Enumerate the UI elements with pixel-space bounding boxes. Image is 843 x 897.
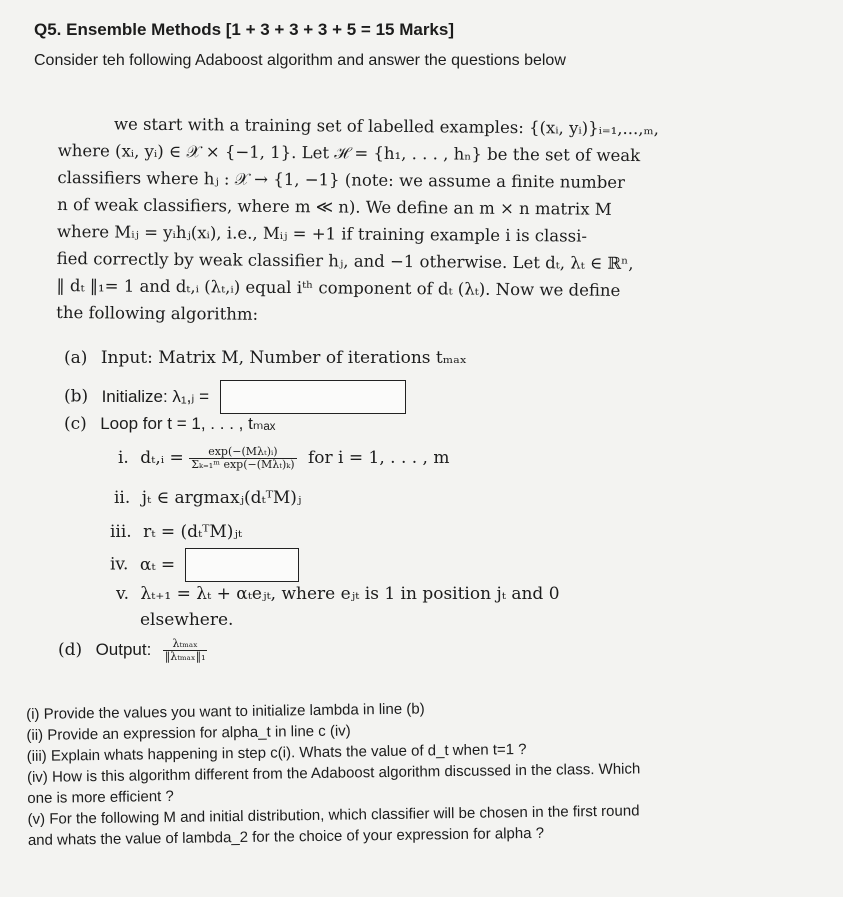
fraction-numerator: exp(−(Mλₜ)ᵢ) bbox=[189, 446, 296, 459]
substep-label: i. bbox=[118, 448, 129, 468]
substep-label: iv. bbox=[110, 554, 129, 575]
question-title: Q5. Ensemble Methods [1 + 3 + 3 + 3 + 5 = 15 Marks] bbox=[34, 20, 455, 39]
sub-question: (v) For the following M and initial distribution, which classifier will be chosen in the first round bbox=[27, 802, 640, 828]
body-line: n of weak classifiers, where m ≪ n). We define an m × n matrix M bbox=[57, 194, 612, 219]
fraction-numerator: λₜₘₐₓ bbox=[163, 638, 208, 651]
substep-ii-text: jₜ ∈ argmaxⱼ(dₜᵀM)ⱼ bbox=[141, 488, 302, 508]
substep-iv bbox=[110, 548, 299, 582]
alpha-answer-box[interactable] bbox=[185, 548, 299, 582]
substep-label: v. bbox=[116, 584, 129, 604]
fraction-denominator: ‖λₜₘₐₓ‖₁ bbox=[164, 650, 206, 663]
substep-v-continued: elsewhere. bbox=[140, 610, 234, 630]
substep-label: ii. bbox=[114, 488, 131, 508]
substep-iii bbox=[110, 522, 242, 542]
step-loop bbox=[64, 414, 275, 434]
body-line: ‖ dₜ ‖₁= 1 and dₜ,ᵢ (λₜ,ᵢ) equal iᵗʰ component of dₜ (λₜ). Now we define bbox=[56, 275, 621, 300]
problem-description bbox=[56, 110, 698, 332]
step-label: (c) bbox=[64, 414, 87, 434]
body-line: fied correctly by weak classifier hⱼ, and −1 otherwise. Let dₜ, λₜ ∈ ℝⁿ, bbox=[56, 248, 634, 274]
step-initialize-text: Initialize: λ₁,ⱼ = bbox=[101, 386, 210, 406]
body-line: where Mᵢⱼ = yᵢhⱼ(xᵢ), i.e., Mᵢⱼ = +1 if training example i is classi- bbox=[56, 221, 588, 246]
sub-question: one is more efficient ? bbox=[27, 787, 174, 807]
substep-i bbox=[118, 446, 450, 471]
sub-question: (i) Provide the values you want to initialize lambda in line (b) bbox=[26, 700, 425, 723]
step-input bbox=[64, 348, 467, 368]
step-label: (d) bbox=[58, 640, 83, 660]
substep-v-text: λₜ₊₁ = λₜ + αₜeⱼₜ, where eⱼₜ is 1 in position jₜ and 0 bbox=[140, 584, 560, 604]
step-loop-text: Loop for t = 1, . . . , tₘₐₓ bbox=[100, 414, 276, 433]
substep-i-range: for i = 1, . . . , m bbox=[307, 448, 450, 468]
step-output-text: Output: bbox=[95, 640, 152, 659]
sub-question: (ii) Provide an expression for alpha_t in line c (iv) bbox=[26, 722, 351, 744]
sub-question: (iii) Explain whats happening in step c(i). Whats the value of d_t when t=1 ? bbox=[26, 741, 527, 765]
substep-label: iii. bbox=[110, 522, 132, 542]
sub-question: (iv) How is this algorithm different from the Adaboost algorithm discussed in the class. Which bbox=[26, 760, 641, 786]
substep-iii-text: rₜ = (dₜᵀM)ⱼₜ bbox=[143, 522, 243, 542]
body-line: we start with a training set of labelled examples: {(xᵢ, yᵢ)}ᵢ₌₁,...,ₘ, bbox=[113, 114, 659, 139]
substep-ii bbox=[114, 488, 301, 508]
step-output bbox=[58, 638, 207, 663]
initialize-answer-box[interactable] bbox=[220, 380, 406, 414]
body-line: where (xᵢ, yᵢ) ∈ 𝒳 × {−1, 1}. Let ℋ = {h₁, . . . , hₙ} be the set of weak bbox=[57, 140, 641, 166]
step-label: (b) bbox=[64, 386, 89, 407]
question-instruction: Consider teh following Adaboost algorithm and answer the questions below bbox=[34, 52, 566, 69]
output-fraction bbox=[163, 638, 208, 663]
distribution-fraction bbox=[189, 446, 296, 471]
step-initialize bbox=[64, 380, 406, 414]
body-line: the following algorithm: bbox=[56, 302, 259, 324]
substep-i-lhs: dₜ,ᵢ = bbox=[140, 448, 184, 468]
step-label: (a) bbox=[64, 348, 88, 368]
step-input-text: Input: Matrix M, Number of iterations tₘₐₓ bbox=[100, 348, 467, 368]
substep-v bbox=[116, 584, 560, 604]
sub-question: and whats the value of lambda_2 for the choice of your expression for alpha ? bbox=[27, 824, 545, 849]
body-line: classifiers where hⱼ : 𝒳 → {1, −1} (note: we assume a finite number bbox=[57, 167, 626, 192]
sub-questions bbox=[26, 693, 788, 851]
substep-iv-text: αₜ = bbox=[139, 554, 176, 575]
fraction-denominator: Σₖ₌₁ᵐ exp(−(Mλₜ)ₖ) bbox=[191, 458, 295, 471]
